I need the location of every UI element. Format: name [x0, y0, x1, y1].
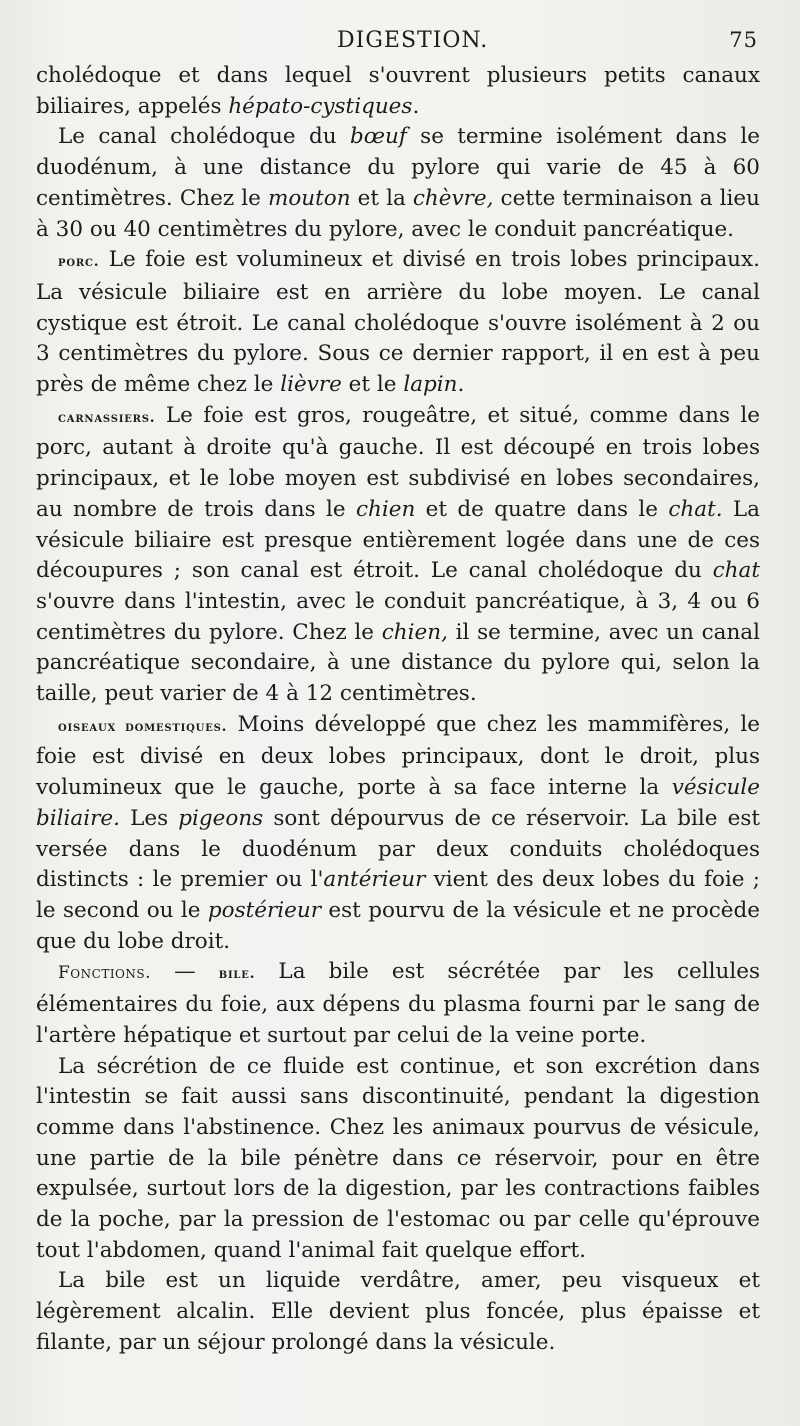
- italic-term: hépato-cystiques: [228, 93, 413, 119]
- text-span: se termine isolément dans le duodénum, à une distance du pylore qui varie de 45 à 60 centimètres. Chez le: [36, 124, 760, 211]
- text-span: cholédoque et dans lequel s'ouvrent plusieurs petits canaux biliaires, appelés: [36, 63, 760, 119]
- text-span: Le foie est volumineux et divisé en trois lobes principaux. La vésicule biliaire est en arrière du lobe moyen. Le canal cystique est étroit. Le canal cholédoque s'ouvre isolément à 2 ou 3 centimètres du pylore. Sous ce dernier rapport, il en est à peu près de même chez le: [36, 247, 760, 398]
- italic-term: bœuf: [349, 124, 407, 150]
- paragraph-1: [36, 61, 760, 122]
- page-number: 75: [729, 28, 758, 52]
- text-span: sont dépourvus de ce réservoir. La bile est versée dans le duodénum par deux conduits cholédoques distincts : le premier ou l': [36, 805, 760, 893]
- italic-term: postérieur: [207, 897, 322, 923]
- running-title: DIGESTION.: [336, 28, 489, 53]
- paragraph-porc: [36, 245, 760, 401]
- text-span: cette terminaison a lieu à 30 ou 40 centimètres du pylore, avec le conduit pancréatique.: [36, 185, 760, 242]
- italic-term: mouton: [267, 185, 351, 211]
- paragraph-oiseaux: [36, 710, 760, 958]
- section-label: Fonctions.: [58, 963, 152, 984]
- italic-term: chien: [355, 496, 416, 522]
- text-span: La vésicule biliaire est presque entièrement logée dans une de ces découpures ; son canal est étroit. Le canal cholédoque du: [36, 496, 760, 584]
- page-body: [36, 61, 760, 1359]
- paragraph-carnassiers: [36, 401, 760, 710]
- text-span: il se termine, avec un canal pancréatique secondaire, à une distance du pylore qui, selon la taille, peut varier de 4 à 12 centimètres.: [36, 619, 760, 707]
- text-span: .: [457, 372, 465, 398]
- text-span: La bile est sécrétée par les cellules élémentaires du foie, aux dépens du plasma fourni par le sang de l'artère hépatique et surtout par celui de la veine porte.: [36, 959, 760, 1048]
- text-span: Moins développé que chez les mammifères, le foie est divisé en deux lobes principaux, dont le droit, plus volumineux que le gauche, porte à sa face interne la: [36, 711, 760, 801]
- text-span: et de quatre dans le: [415, 496, 669, 522]
- text-span: et le: [341, 372, 404, 398]
- italic-term: antérieur: [323, 867, 426, 893]
- text-span: Le canal cholédoque du: [58, 124, 350, 150]
- italic-term: chien,: [381, 619, 448, 645]
- text-span: La bile est un liquide verdâtre, amer, peu visqueux et légèrement alcalin. Elle devient plus foncée, plus épaisse et filante, par un séjour prolongé dans la vésicule.: [36, 1268, 760, 1355]
- text-span: et la: [350, 185, 413, 211]
- italic-term: lapin: [403, 372, 458, 398]
- page-header: [36, 28, 758, 53]
- text-span: vient des deux lobes du foie ; le second ou le: [36, 867, 760, 923]
- text-span: est pourvu de la vésicule et ne procède que du lobe droit.: [36, 897, 761, 954]
- text-span: Le foie est gros, rougeâtre, et situé, comme dans le porc, autant à droite qu'à gauche. Il est découpé en trois lobes principaux, et le lobe moyen est subdivisé en lobes secondaires, au nombre de trois dans le: [36, 402, 760, 522]
- italic-term: vésicule biliaire.: [36, 775, 760, 831]
- italic-term: lièvre: [280, 372, 342, 398]
- text-span: La sécrétion de ce fluide est continue, et son excrétion dans l'intestin se fait aussi sans discontinuité, pendant la digestion comme dans l'abstinence. Chez les animaux pourvus de vésicule, une partie de la bile pénètre dans ce réservoir, pour en être expulsée, surtout lors de la digestion, par les contractions faibles de la poche, par la pression de l'estomac ou par celle qu'éprouve tout l'abdomen, quand l'animal fait quelque effort.: [36, 1053, 760, 1263]
- paragraph-bile-description: [36, 1266, 760, 1358]
- section-label: porc.: [58, 254, 100, 271]
- text-span: s'ouvre dans l'intestin, avec le conduit pancréatique, à 3, 4 ou 6 centimètres du pylore. Chez le: [36, 588, 760, 645]
- paragraph-fonctions-bile: [36, 957, 760, 1051]
- text-span: —: [151, 959, 219, 985]
- section-label: carnassiers.: [58, 409, 156, 426]
- italic-term: chèvre,: [412, 185, 494, 211]
- text-span: Les: [119, 805, 179, 831]
- italic-term: chat.: [668, 496, 723, 522]
- section-label: bile.: [218, 966, 256, 983]
- text-span: .: [412, 93, 420, 119]
- paragraph-secretion: [36, 1052, 760, 1267]
- section-label: oiseaux domestiques.: [58, 718, 228, 735]
- italic-term: pigeons: [178, 805, 264, 831]
- italic-term: chat: [712, 558, 760, 584]
- paragraph-2: [36, 122, 760, 245]
